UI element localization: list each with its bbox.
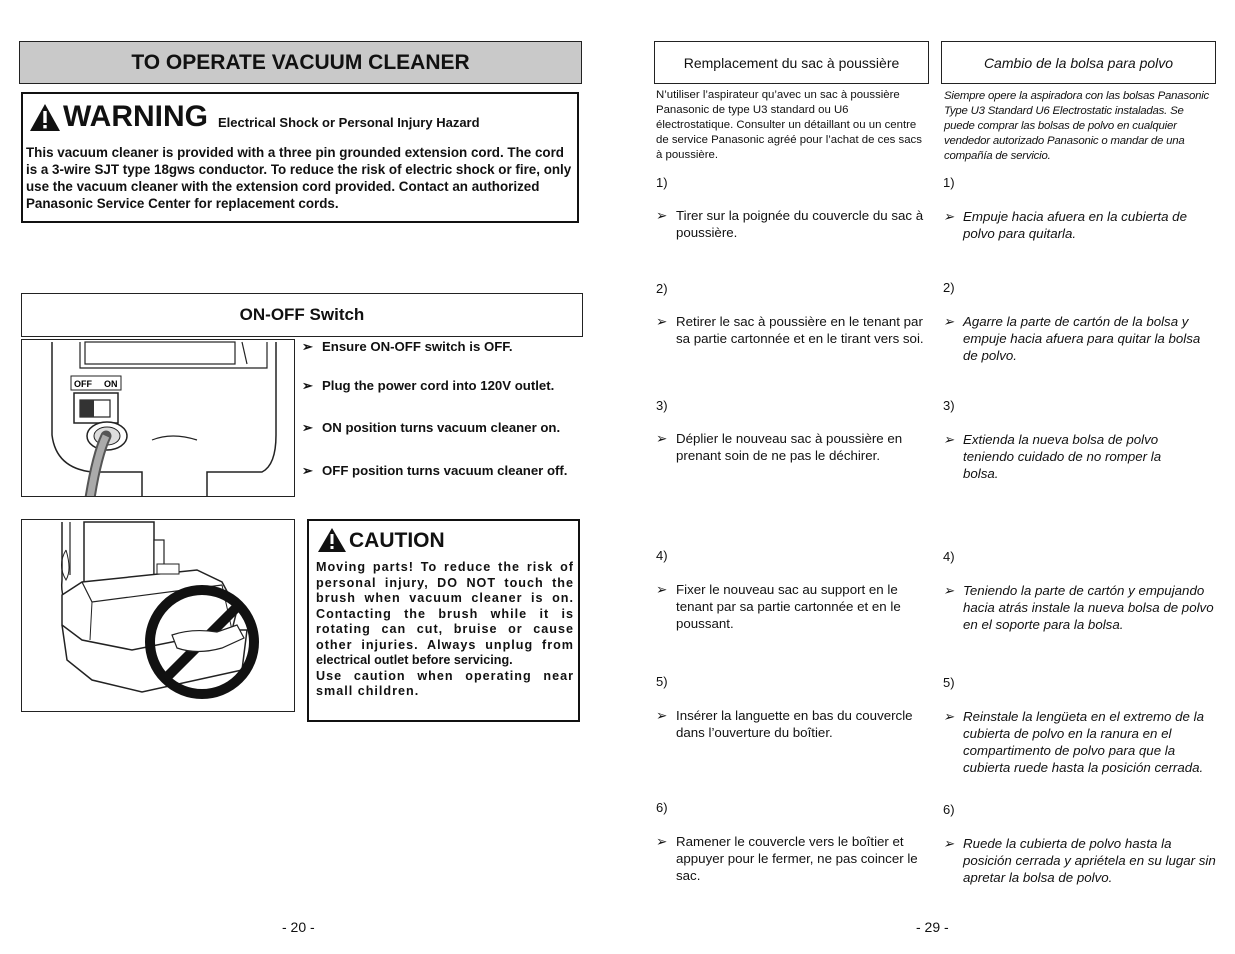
page-title: TO OPERATE VACUUM CLEANER (19, 41, 582, 84)
list-item: ➢ Tirer sur la poignée du couvercle du sac à poussière. (656, 208, 924, 240)
arrow-bullet-icon: ➢ (302, 339, 314, 354)
list-item: ➢ OFF position turns vacuum cleaner off. (302, 463, 568, 478)
warning-triangle-icon (317, 527, 347, 553)
brush-caution-illustration (21, 519, 295, 712)
list-item: ➢ Fixer le nouveau sac au support en le tenant par sa partie cartonnée et en le poussant. (656, 582, 901, 631)
warning-header (29, 102, 480, 132)
arrow-bullet-icon: ➢ (656, 208, 668, 223)
step-number: 5) (943, 675, 955, 690)
arrow-bullet-icon: ➢ (656, 708, 668, 723)
spanish-heading: Cambio de la bolsa para polvo (941, 41, 1216, 84)
list-item: ➢ Déplier le nouveau sac à poussière en prenant soin de ne pas le déchirer. (656, 431, 903, 463)
list-item: ➢ Agarre la parte de cartón de la bolsa y empuje hacia afuera para quitar la bolsa de polvo. (943, 314, 1201, 363)
step-number: 1) (656, 175, 668, 190)
warning-text: This vacuum cleaner is provided with a three pin grounded extension cord. The cord is a 3-wire SJT type 18gws conductor. To reduce the risk of electric shock or fire, only use the vacuum cleaner with the extension cord provided. Contact an authorized Panasonic Service Center for replacement cords. (26, 145, 572, 211)
step-number: 2) (656, 281, 668, 296)
list-item: ➢ Extienda la nueva bolsa de polvo teniendo cuidado de no romper la bolsa. (943, 432, 1162, 481)
list-item: ➢ Plug the power cord into 120V outlet. (302, 378, 555, 393)
step-number: 4) (943, 549, 955, 564)
list-item: ➢ Insérer la languette en bas du couvercle dans l’ouverture du boîtier. (656, 708, 913, 740)
list-item: ➢ Reinstale la lengüeta en el extremo de la cubierta de polvo en la ranura en el compartimento de polvo para que la cubierta ruede hasta la posición cerrada. (943, 709, 1204, 775)
french-intro: N’utiliser l’aspirateur qu’avec un sac à poussière Panasonic de type U3 standard ou U6 électrostatique. Consulter un détaillant ou un centre de service Panasonic agréé pour l’achat de ces sacs à poussière. (656, 89, 922, 161)
warning-triangle-icon (29, 103, 61, 132)
french-heading: Remplacement du sac à poussière (654, 41, 929, 84)
list-item: ➢ Ensure ON-OFF switch is OFF. (302, 339, 513, 354)
arrow-bullet-icon: ➢ (302, 420, 314, 435)
arrow-bullet-icon: ➢ (943, 432, 955, 447)
arrow-bullet-icon: ➢ (656, 582, 668, 597)
warning-label: WARNING (63, 100, 208, 133)
step-number: 6) (943, 802, 955, 817)
switch-label-on: ON (104, 379, 118, 389)
caution-box (307, 519, 580, 722)
list-item: ➢ ON position turns vacuum cleaner on. (302, 420, 561, 435)
warning-subtitle: Electrical Shock or Personal Injury Hazard (218, 115, 480, 130)
step-number: 5) (656, 674, 668, 689)
arrow-bullet-icon: ➢ (943, 836, 955, 851)
switch-label-off: OFF (74, 379, 92, 389)
list-item: ➢ Retirer le sac à poussière en le tenant par sa partie cartonnée et en le tirant vers soi. (656, 314, 924, 346)
step-number: 2) (943, 280, 955, 295)
arrow-bullet-icon: ➢ (943, 709, 955, 724)
step-number: 3) (656, 398, 668, 413)
arrow-bullet-icon: ➢ (943, 209, 955, 224)
step-number: 6) (656, 800, 668, 815)
step-number: 4) (656, 548, 668, 563)
step-number: 1) (943, 175, 955, 190)
section-title-on-off-switch: ON-OFF Switch (21, 293, 583, 337)
arrow-bullet-icon: ➢ (656, 431, 668, 446)
arrow-bullet-icon: ➢ (656, 834, 668, 849)
list-item: ➢ Empuje hacia afuera en la cubierta de polvo para quitarla. (943, 209, 1187, 241)
arrow-bullet-icon: ➢ (656, 314, 668, 329)
caution-header (317, 527, 445, 553)
vacuum-brush-drawing (22, 520, 295, 712)
arrow-bullet-icon: ➢ (943, 314, 955, 329)
caution-label: CAUTION (349, 529, 445, 552)
arrow-bullet-icon: ➢ (943, 583, 955, 598)
list-item: ➢ Teniendo la parte de cartón y empujando hacia atrás instale la nueva bolsa de polvo en el soporte para la bolsa. (943, 583, 1214, 632)
switch-illustration (21, 339, 295, 497)
warning-box (21, 92, 579, 223)
spanish-intro: Siempre opere la aspiradora con las bolsas Panasonic Type U3 Standard U6 Electrostatic instaladas. Se puede comprar las bolsas de polvo en cualquier vendedor autorizado Panasonic o mandar de una compañía de servicio. (944, 90, 1210, 162)
page-number-left: - 20 - (282, 919, 315, 935)
vacuum-switch-drawing (22, 340, 295, 497)
page-number-right: - 29 - (916, 919, 949, 935)
step-number: 3) (943, 398, 955, 413)
list-item: ➢ Ruede la cubierta de polvo hasta la posición cerrada y apriételа en su lugar sin apretar la bolsa de polvo. (943, 836, 1216, 885)
arrow-bullet-icon: ➢ (302, 463, 314, 478)
arrow-bullet-icon: ➢ (302, 378, 314, 393)
caution-text: Moving parts! To reduce the risk of personal injury, DO NOT touch the brush when vacuum cleaner is on. Contacting the brush while it is rotating can cut, bruise or cause other injuries. Always unplug from electrical outlet before servicing. Use caution when operating near small children. (316, 560, 574, 698)
list-item: ➢ Ramener le couvercle vers le boîtier et appuyer pour le fermer, ne pas coincer le sac. (656, 834, 918, 883)
